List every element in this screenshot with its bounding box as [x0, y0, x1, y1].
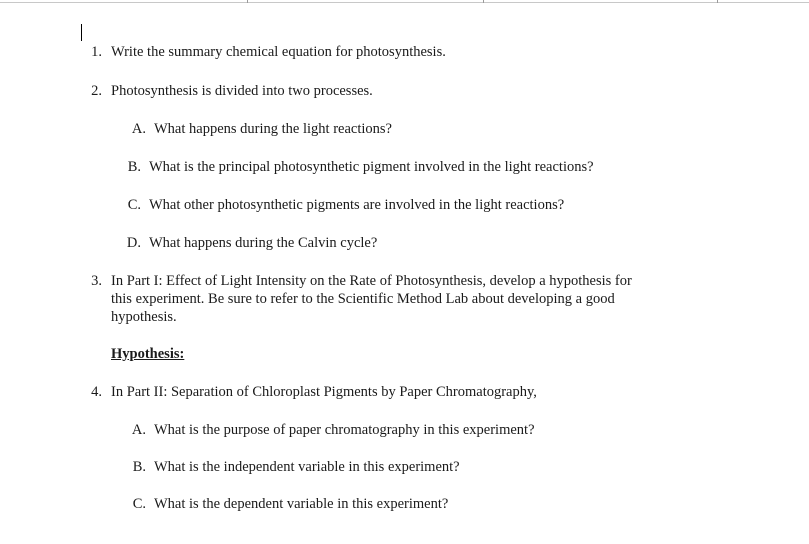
- sub-question-letter: C.: [132, 496, 146, 512]
- sub-question-letter: C.: [127, 197, 141, 213]
- sub-question-letter: B.: [127, 159, 141, 175]
- sub-question-text: What is the principal photosynthetic pigment involved in the light reactions?: [149, 159, 594, 175]
- text-cursor: [81, 24, 82, 41]
- question-text: Write the summary chemical equation for photosynthesis.: [111, 44, 446, 60]
- sub-question-text: What happens during the light reactions?: [154, 121, 392, 137]
- sub-question-text: What happens during the Calvin cycle?: [149, 235, 378, 251]
- sub-question-letter: B.: [132, 459, 146, 475]
- question-text: In Part II: Separation of Chloroplast Pigments by Paper Chromatography,: [111, 384, 537, 400]
- question-number: 4.: [91, 384, 102, 400]
- question-number: 1.: [91, 44, 102, 60]
- sub-question-text: What other photosynthetic pigments are involved in the light reactions?: [149, 197, 565, 213]
- sub-question-text: What is the independent variable in this experiment?: [154, 459, 460, 475]
- sub-question-text: What is the purpose of paper chromatography in this experiment?: [154, 422, 535, 438]
- page-top-rule: [0, 2, 809, 3]
- sub-question-letter: A.: [131, 422, 146, 438]
- sub-question-letter: D.: [126, 235, 141, 251]
- question-text-line: In Part I: Effect of Light Intensity on the Rate of Photosynthesis, develop a hypothesis for: [111, 273, 632, 289]
- sub-question-letter: A.: [131, 121, 146, 137]
- ruler-tick: [483, 0, 484, 3]
- question-text-line: hypothesis.: [111, 309, 177, 325]
- hypothesis-label: Hypothesis:: [111, 346, 185, 362]
- sub-question-text: What is the dependent variable in this experiment?: [154, 496, 449, 512]
- ruler-tick: [717, 0, 718, 3]
- question-text: Photosynthesis is divided into two processes.: [111, 83, 373, 99]
- ruler-tick: [247, 0, 248, 3]
- question-number: 3.: [91, 273, 102, 289]
- question-text-line: this experiment. Be sure to refer to the Scientific Method Lab about developing a good: [111, 291, 615, 307]
- question-number: 2.: [91, 83, 102, 99]
